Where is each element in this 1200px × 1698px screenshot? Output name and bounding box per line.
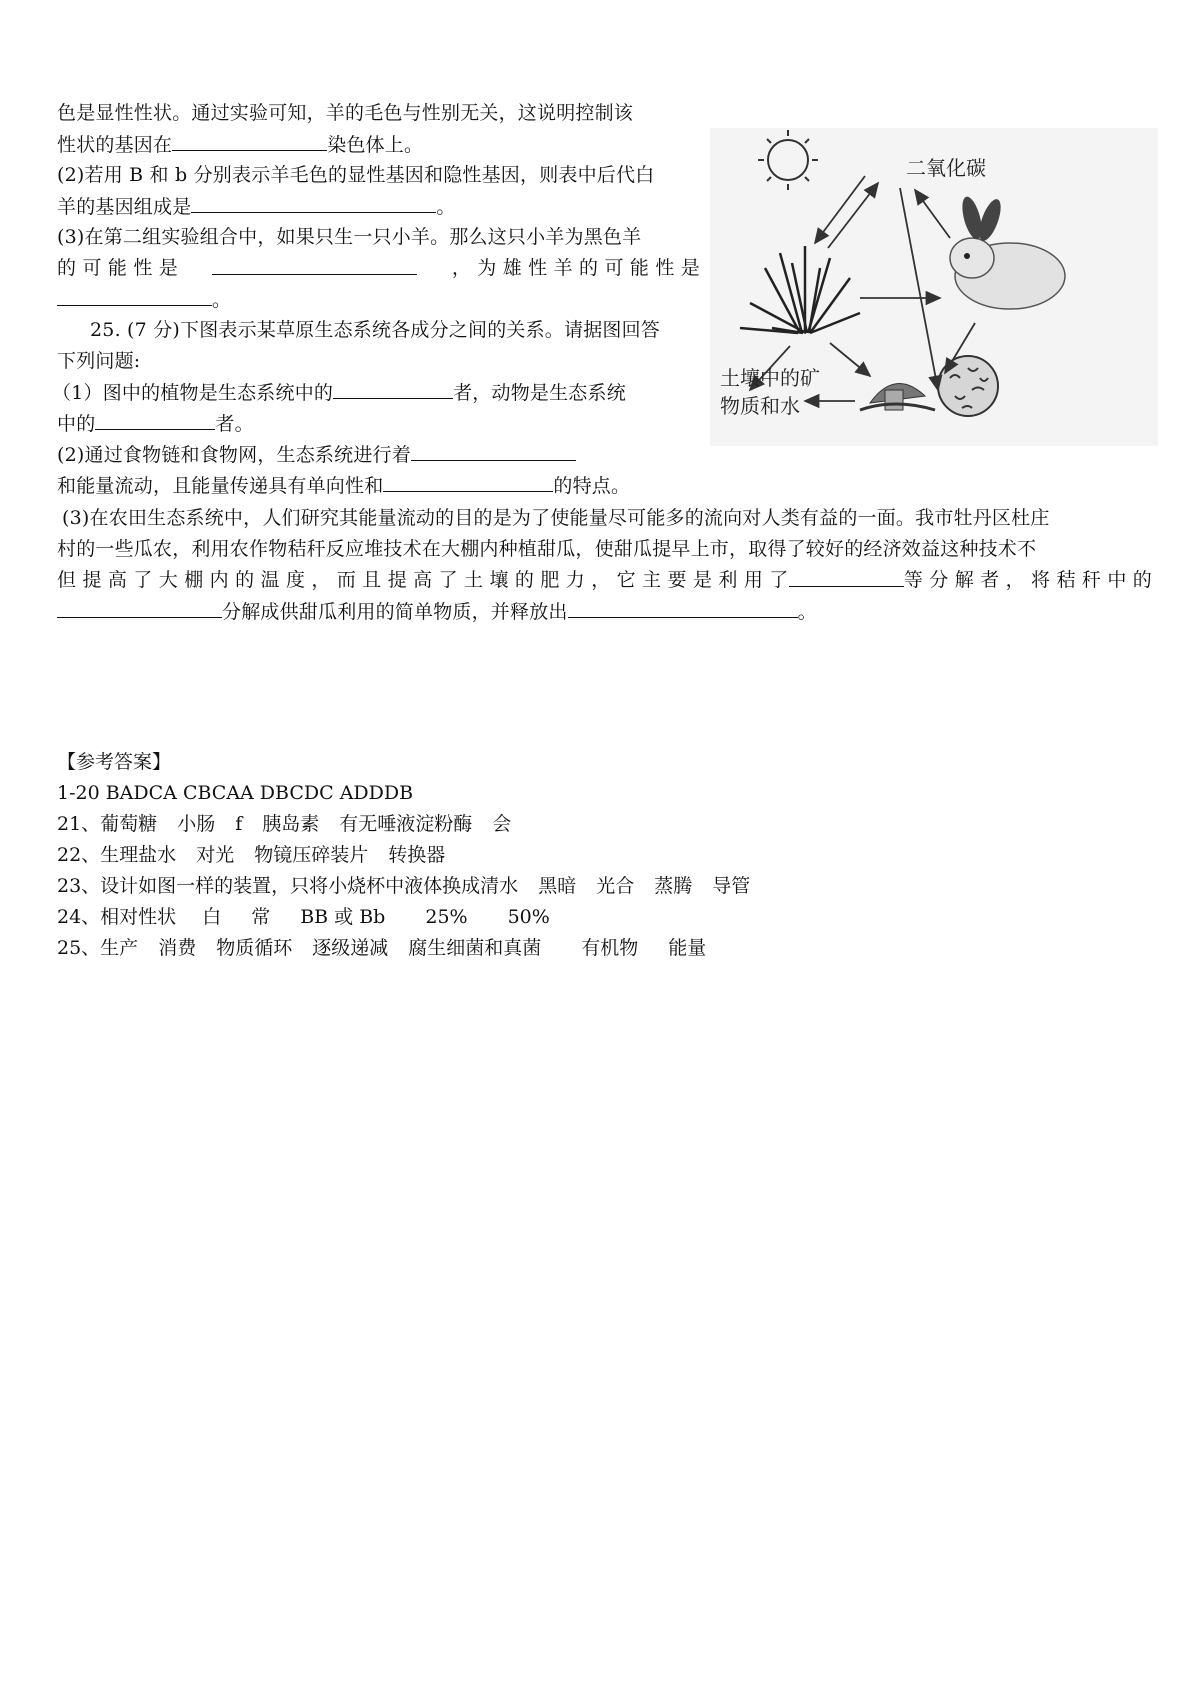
q25-text: （1）图中的植物是生态系统中的 xyxy=(52,382,334,404)
q24-text: 羊的基因组成是 xyxy=(57,196,192,218)
q24-line-6 xyxy=(57,253,700,284)
q25-line-5 xyxy=(57,439,576,471)
soil-label-line-2: 物质和水 xyxy=(720,394,800,418)
q24-line-1: 色是显性性状。通过实验可知，羊的毛色与性别无关，这说明控制该 xyxy=(57,102,634,124)
answer-item: 腐生细菌和真菌 xyxy=(408,937,542,959)
q25-line-6 xyxy=(57,470,630,502)
answer-item: 常 xyxy=(251,906,271,928)
answers-row-1-20: 1-20 BADCA CBCAA DBCDC ADDDB xyxy=(57,782,414,804)
answer-item: 22、生理盐水 xyxy=(57,844,177,866)
answer-item: 有无唾液淀粉酶 xyxy=(339,813,473,835)
q25-text: 的特点。 xyxy=(553,475,631,497)
q25-line-4 xyxy=(57,408,254,440)
co2-label: 二氧化碳 xyxy=(906,156,986,180)
answer-item: 21、葡萄糖 xyxy=(57,813,158,835)
answer-item: 25% xyxy=(425,906,468,928)
answer-item: 50% xyxy=(507,906,550,928)
ecosystem-diagram xyxy=(710,128,1158,446)
answer-item: 物质循环 xyxy=(216,937,293,959)
q24-text: ， 为 雄 性 羊 的 可 能 性 是 xyxy=(451,257,700,279)
answers-title: 【参考答案】 xyxy=(57,751,172,773)
answer-item: 物镜压碎装片 xyxy=(254,844,369,866)
answer-item: 光合 xyxy=(596,875,635,897)
bacteria-icon xyxy=(938,356,998,416)
answer-blank[interactable] xyxy=(57,284,212,306)
q24-text: 。 xyxy=(212,289,232,311)
q25-text: 和能量流动，且能量传递具有单向性和 xyxy=(57,475,384,497)
q24-text: 染色体上。 xyxy=(327,134,424,156)
answer-item: 对光 xyxy=(196,844,235,866)
answer-item: BB 或 Bb xyxy=(300,906,386,928)
answer-item: 24、相对性状 xyxy=(57,906,177,928)
answer-blank[interactable] xyxy=(568,596,798,618)
q25-line-10 xyxy=(57,596,817,628)
q25-line-1: 25. (7 分)下图表示某草原生态系统各成分之间的关系。请据图回答 xyxy=(90,319,661,341)
answer-blank[interactable] xyxy=(333,377,453,399)
soil-label-line-1: 土壤中的矿 xyxy=(720,366,820,390)
plant-icon xyxy=(740,246,860,333)
q25-text: 但 提 高 了 大 棚 内 的 温 度 ， 而 且 提 高 了 土 壤 的 肥 力 ， 它 主 要 是 利 用 了 xyxy=(57,569,789,591)
mushroom-icon xyxy=(860,384,935,410)
q24-line-4 xyxy=(57,191,456,223)
answers-row-24 xyxy=(57,902,570,933)
answer-blank[interactable] xyxy=(411,439,576,461)
answer-blank[interactable] xyxy=(57,596,222,618)
q25-line-2: 下列问题: xyxy=(57,350,141,372)
answers-row-25 xyxy=(57,933,726,964)
rabbit-icon xyxy=(950,195,1065,309)
answer-blank[interactable] xyxy=(191,191,436,213)
q24-line-7 xyxy=(57,284,231,316)
answer-item: 小肠 xyxy=(177,813,216,835)
q25-line-3 xyxy=(52,377,626,409)
q24-text: 的 可 能 性 是 xyxy=(57,257,178,279)
answer-blank[interactable] xyxy=(789,565,904,587)
sun-icon xyxy=(758,130,818,190)
q25-text: 中的 xyxy=(57,413,96,435)
q25-text: 。 xyxy=(797,601,817,623)
answer-item: 能量 xyxy=(668,937,707,959)
answer-item: f xyxy=(235,813,243,835)
q25-text: 者。 xyxy=(215,413,254,435)
q25-line-7: (3)在农田生态系统中，人们研究其能量流动的目的是为了使能量尽可能多的流向对人类有益的一面。我市牡丹区杜庄 xyxy=(62,507,1050,529)
answer-item: 黑暗 xyxy=(538,875,577,897)
answers-row-22 xyxy=(57,840,465,871)
answer-blank[interactable] xyxy=(212,253,417,275)
q25-text: 等 分 解 者 ， 将 秸 秆 中 的 xyxy=(903,569,1152,591)
answers-row-21 xyxy=(57,809,531,840)
answer-item: 23、设计如图一样的装置，只将小烧杯中液体换成清水 xyxy=(57,875,519,897)
answer-blank[interactable] xyxy=(383,470,553,492)
answer-item: 消费 xyxy=(158,937,197,959)
answer-item: 逐级递减 xyxy=(312,937,389,959)
answer-item: 导管 xyxy=(712,875,751,897)
q24-line-3: (2)若用 B 和 b 分别表示羊毛色的显性基因和隐性基因，则表中后代白 xyxy=(57,164,655,186)
q24-text: 性状的基因在 xyxy=(57,134,173,156)
q24-line-2 xyxy=(57,129,423,161)
answer-blank[interactable] xyxy=(172,129,327,151)
answer-item: 蒸腾 xyxy=(654,875,693,897)
answer-item: 胰岛素 xyxy=(262,813,320,835)
answer-item: 转换器 xyxy=(388,844,446,866)
q25-line-9 xyxy=(57,565,1152,596)
q25-text: 者，动物是生态系统 xyxy=(453,382,626,404)
q25-text: (2)通过食物链和食物网，生态系统进行着 xyxy=(57,444,411,466)
answer-item: 会 xyxy=(492,813,512,835)
answer-item: 白 xyxy=(202,906,222,928)
q24-line-5: (3)在第二组实验组合中，如果只生一只小羊。那么这只小羊为黑色羊 xyxy=(57,226,642,248)
q25-text: 分解成供甜瓜利用的简单物质，并释放出 xyxy=(222,601,568,623)
answers-row-23 xyxy=(57,871,770,902)
q24-text: 。 xyxy=(436,196,456,218)
answer-item: 25、生产 xyxy=(57,937,139,959)
answer-item: 有机物 xyxy=(581,937,639,959)
q25-line-8: 村的一些瓜农，利用农作物秸秆反应堆技术在大棚内种植甜瓜，使甜瓜提早上市，取得了较好的经济效益这种技术不 xyxy=(57,538,1037,560)
answer-blank[interactable] xyxy=(95,408,215,430)
